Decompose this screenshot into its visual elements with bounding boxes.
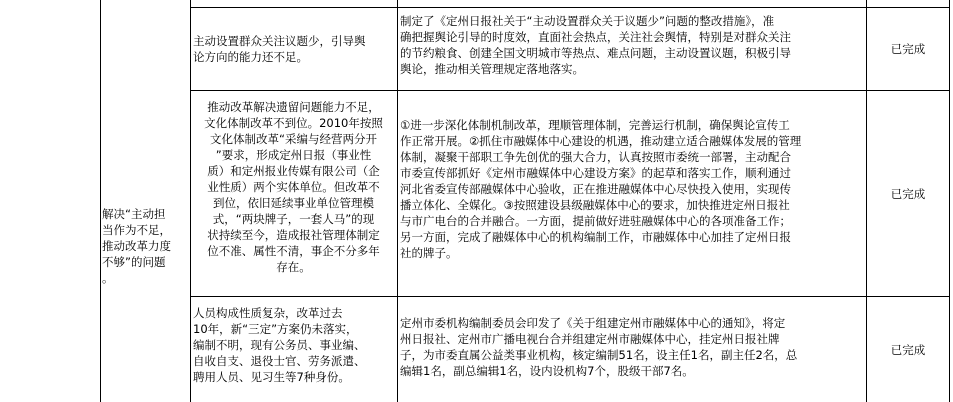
grid-line — [190, 90, 950, 91]
grid-line — [949, 0, 950, 402]
status-badge: 已完成 — [890, 342, 926, 357]
grid-line — [397, 0, 398, 402]
status-badge: 已完成 — [890, 186, 926, 201]
measure-cell: ①进一步深化体制机制改革，理顺管理体制，完善运行机制，确保舆论宣传工 作正常开展。②抓住市融媒体中心建设的机遇，推动建立适合融媒体发展的管理 体制，凝聚干部职工争先创优的强大合力，认真按照市委统一部署，主动配合 市委宣传部抓好《定州市融媒体中心建设方案》的起草和落实工作，顺利通过 河北省委宣传部融媒体中心验收，正在推进融媒体中心尽快投入使用，实现传 播立体化、全媒化。③按照建设县级融媒体中心的要求，加快推进定州日报社 与市广电台的合并融合。一方面，提前做好进驻融媒体中心的各项准备工作； 另一方面，完成了融媒体中心的机构编制工作，市融媒体中心加挂了定州日报 社的牌子。 — [400, 118, 802, 260]
problem-cell: 推动改革解决遗留问题能力不足， 文化体制改革不到位。2010年按照 文化体制改革“采编与经营两分开 ”要求，形成定州日报（事业性 质）和定州报业传媒有限公司（企 业性质）两个实体单位。但改革不 到位，依旧延续事业单位管理模 式，“两块牌子，一套人马”的现 状持续至今，造成报社管理体制定 位不准、属性不清，事企不分多年 存在。 — [204, 100, 383, 274]
grid-line — [100, 0, 101, 402]
measure-cell: 定州市委机构编制委员会印发了《关于组建定州市融媒体中心的通知》，将定 州日报社、定州市广播电视台合并组建定州市融媒体中心，挂定州日报社牌 子，为市委直属公益类事业机构，核定编制51名，设主任1名，副主任2名，总 编辑1名，副总编辑1名，设内设机构7个，股级干部7名。 — [400, 316, 798, 378]
problem-cell: 人员构成性质复杂，改革过去 10年，新“三定”方案仍未落实， 编制不明，现有公务员、事业编、 自收自支、退役士官、劳务派遣、 聘用人员、见习生等7种身份。 — [193, 306, 366, 384]
grid-line — [190, 296, 950, 297]
problem-cell: 主动设置群众关注议题少，引导舆 论方向的能力还不足。 — [193, 34, 366, 64]
measure-cell: 制定了《定州日报社关于“主动设置群众关于议题少”问题的整改措施》，准 确把握舆论引导的时度效，直面社会热点，关注社会舆情，特别是对群众关注 的节约粮食、创建全国文明城市等热点、难点问题，主动设置议题，积极引导 舆论，推动相关管理规定落地落实。 — [400, 14, 791, 76]
grid-line — [190, 7, 950, 8]
status-badge: 已完成 — [890, 42, 926, 56]
category-cell: 解决“主动担 当作为不足， 推动改革力度 不够”的问题 。 — [102, 207, 171, 285]
